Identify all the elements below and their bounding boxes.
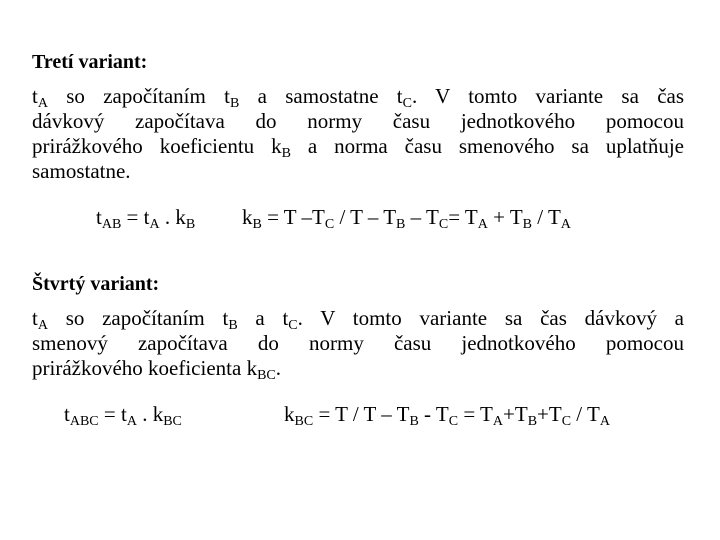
text-run: / T <box>532 205 561 229</box>
variant3-line-2 <box>32 109 684 134</box>
subscript: B <box>409 414 419 429</box>
text-run: - T <box>418 402 449 426</box>
text-run: / T <box>571 402 600 426</box>
subscript: C <box>448 414 459 429</box>
variant4-heading: Štvrtý variant: <box>32 273 160 295</box>
text-run: = T <box>448 205 478 229</box>
text-run: = T / T – T <box>313 402 410 426</box>
text-run: – T <box>405 205 439 229</box>
variant4-formula-tabc <box>64 402 182 427</box>
variant3-line-1 <box>32 84 684 109</box>
text-run: = t <box>98 402 127 426</box>
subscript: B <box>185 217 196 232</box>
subscript: B <box>228 318 238 331</box>
variant3-line-4 <box>32 159 684 184</box>
text-run: . <box>275 356 282 380</box>
text-run: t <box>64 402 70 426</box>
variant4-line-1 <box>32 306 684 331</box>
text-run: a norma času smenového sa uplatňuje <box>290 134 684 158</box>
subscript: C <box>438 217 449 232</box>
text-run: samostatne. <box>32 159 131 183</box>
variant3-heading: Tretí variant: <box>32 51 148 73</box>
subscript: C <box>288 318 298 331</box>
text-run: smenový započítava do normy času jednotkového pomocou <box>32 331 684 355</box>
text-run: +T <box>503 402 528 426</box>
text-run: dávkový započítava do normy času jednotkového pomocou <box>32 109 684 133</box>
subscript: A <box>560 217 571 232</box>
text-run: t <box>32 306 38 330</box>
subscript: B <box>229 96 240 109</box>
text-run: + T <box>487 205 523 229</box>
variant3-section <box>32 50 684 184</box>
text-run: k <box>284 402 295 426</box>
subscript: A <box>477 217 488 232</box>
text-run: = t <box>121 205 150 229</box>
subscript: A <box>599 414 610 429</box>
subscript: A <box>37 318 48 331</box>
variant4-line-2 <box>32 331 684 356</box>
variant3-formula-tab <box>96 205 195 230</box>
variant4-section <box>32 272 684 381</box>
subscript: A <box>149 217 160 232</box>
subscript: BC <box>257 368 276 381</box>
text-run: a t <box>237 306 289 330</box>
text-run: so započítaním t <box>47 84 230 108</box>
variant3-formula-kb <box>242 205 571 230</box>
text-run: k <box>242 205 253 229</box>
subscript: BC <box>163 414 182 429</box>
subscript: BC <box>294 414 314 429</box>
subscript: C <box>561 414 572 429</box>
subscript: C <box>324 217 335 232</box>
text-run: / T – T <box>334 205 397 229</box>
subscript: A <box>37 96 48 109</box>
variant4-line-3 <box>32 356 684 381</box>
subscript: B <box>281 146 291 159</box>
subscript: B <box>527 414 538 429</box>
text-run: = T <box>458 402 493 426</box>
subscript: AB <box>101 217 122 232</box>
subscript: B <box>396 217 406 232</box>
text-run: . k <box>159 205 186 229</box>
text-run: = T –T <box>261 205 325 229</box>
text-run: prirážkového koeficientu k <box>32 134 282 158</box>
text-run: so započítaním t <box>47 306 229 330</box>
text-run: . V tomto variante sa čas <box>411 84 684 108</box>
subscript: B <box>252 217 262 232</box>
text-run: t <box>96 205 102 229</box>
text-run: a samostatne t <box>239 84 403 108</box>
text-run: t <box>32 84 38 108</box>
variant4-formula-kbc <box>284 402 610 427</box>
subscript: C <box>402 96 412 109</box>
text-run: . V tomto variante sa čas dávkový a <box>297 306 684 330</box>
text-run: +T <box>537 402 562 426</box>
subscript: A <box>492 414 504 429</box>
text-run: . k <box>136 402 164 426</box>
subscript: ABC <box>69 414 99 429</box>
subscript: A <box>126 414 137 429</box>
variant3-line-3 <box>32 134 684 159</box>
text-run: prirážkového koeficienta k <box>32 356 258 380</box>
subscript: B <box>522 217 532 232</box>
